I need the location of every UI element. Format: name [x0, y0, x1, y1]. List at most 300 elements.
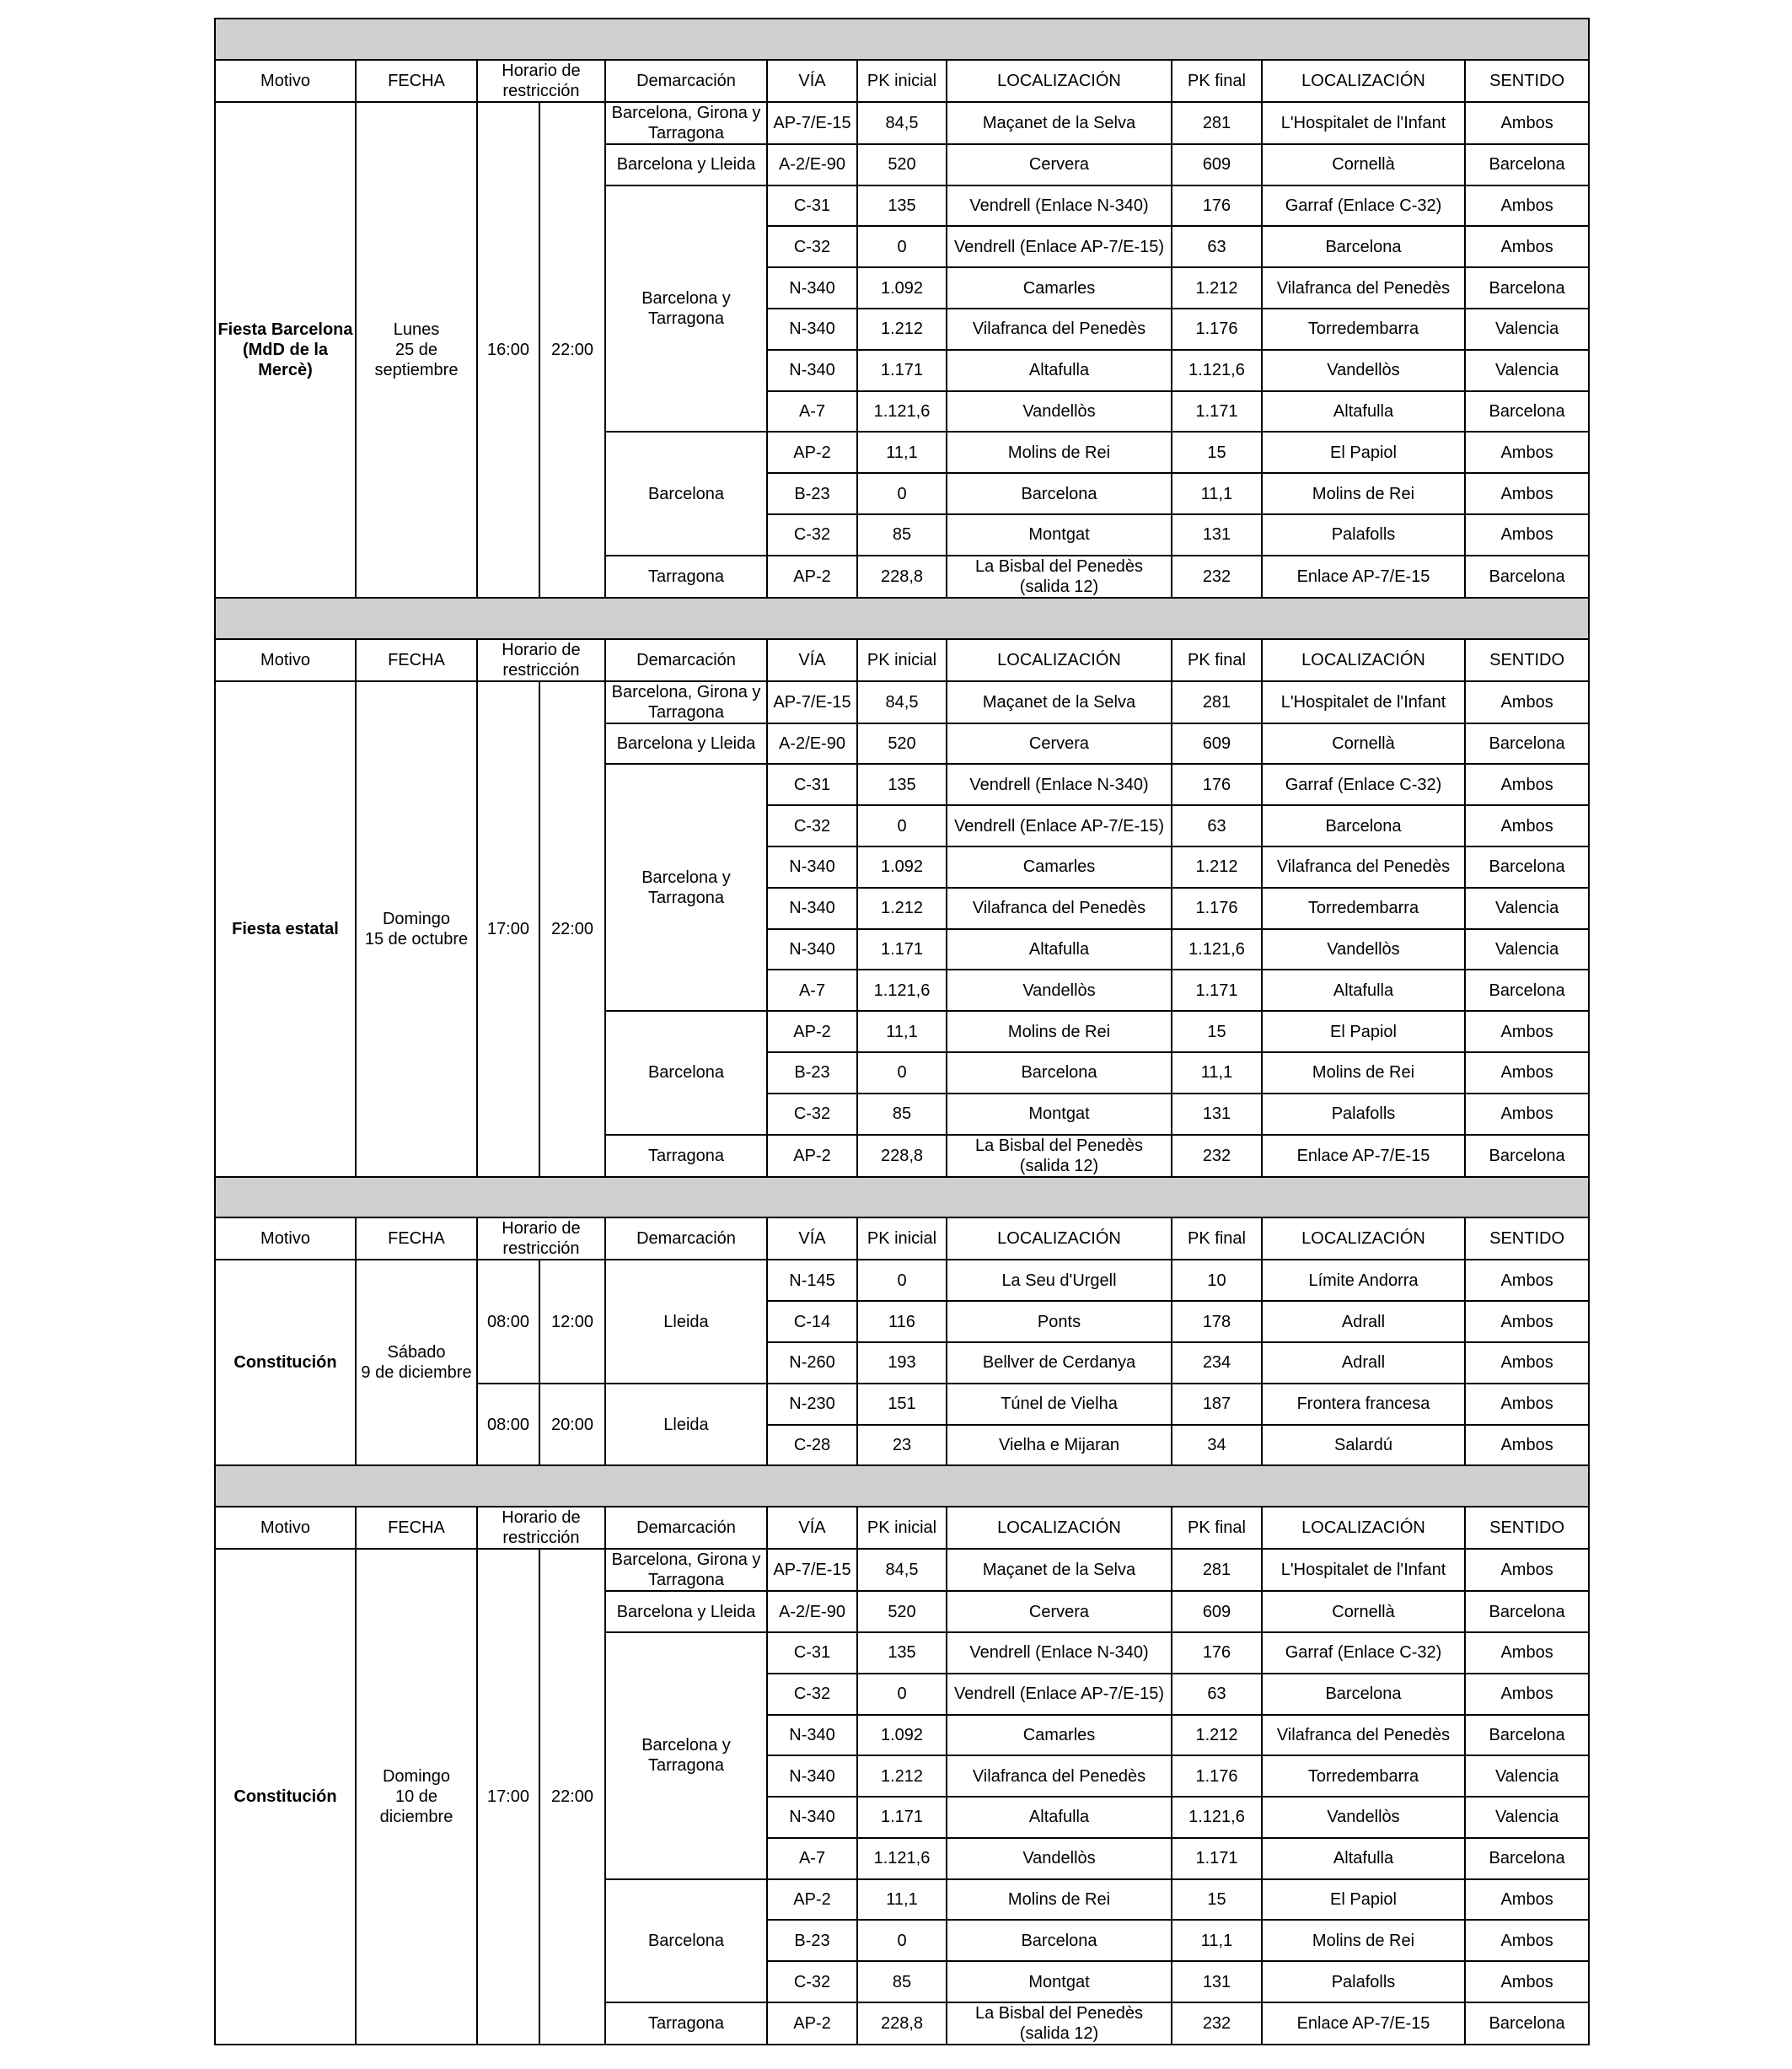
- via-cell: AP-7/E-15: [767, 102, 857, 144]
- localizacion-final-cell: Vandellòs: [1262, 929, 1465, 970]
- sentido-cell: Ambos: [1465, 1674, 1589, 1715]
- via-cell: C-31: [767, 764, 857, 805]
- via-cell: C-31: [767, 1632, 857, 1674]
- via-cell: C-32: [767, 514, 857, 556]
- pk-inicial-cell: 0: [857, 473, 947, 514]
- header-motivo: Motivo: [215, 60, 356, 102]
- via-cell: N-340: [767, 309, 857, 350]
- localizacion-final-cell: Palafolls: [1262, 1961, 1465, 2002]
- via-cell: A-2/E-90: [767, 723, 857, 765]
- pk-inicial-cell: 520: [857, 1591, 947, 1632]
- horario-hasta-cell: 22:00: [539, 681, 605, 1177]
- localizacion-final-cell: Adrall: [1262, 1301, 1465, 1342]
- pk-final-cell: 15: [1172, 1879, 1262, 1921]
- demarcacion-cell: Tarragona: [605, 556, 767, 598]
- localizacion-final-cell: Palafolls: [1262, 514, 1465, 556]
- via-cell: AP-2: [767, 1879, 857, 1921]
- section-separator: [215, 1465, 1589, 1507]
- header-row: [215, 60, 1589, 102]
- sentido-cell: Ambos: [1465, 1384, 1589, 1425]
- section-separator: [215, 1177, 1589, 1218]
- localizacion-final-cell: Garraf (Enlace C-32): [1262, 764, 1465, 805]
- sentido-cell: Barcelona: [1465, 144, 1589, 185]
- localizacion-inicial-cell: Maçanet de la Selva: [947, 1549, 1172, 1591]
- sentido-cell: Ambos: [1465, 185, 1589, 227]
- header-pk-final: PK final: [1172, 1217, 1262, 1260]
- localizacion-final-cell: Altafulla: [1262, 1838, 1465, 1879]
- localizacion-inicial-cell: La Bisbal del Penedès (salida 12): [947, 1135, 1172, 1177]
- pk-inicial-cell: 0: [857, 226, 947, 267]
- pk-inicial-cell: 0: [857, 1674, 947, 1715]
- pk-inicial-cell: 11,1: [857, 432, 947, 473]
- sentido-cell: Ambos: [1465, 1301, 1589, 1342]
- localizacion-inicial-cell: Altafulla: [947, 1797, 1172, 1838]
- sentido-cell: Ambos: [1465, 1342, 1589, 1384]
- header-horario: Horario de restricción: [477, 1507, 605, 1549]
- header-row: [215, 639, 1589, 681]
- pk-final-cell: 34: [1172, 1425, 1262, 1466]
- pk-final-cell: 1.212: [1172, 1715, 1262, 1756]
- pk-final-cell: 11,1: [1172, 1052, 1262, 1094]
- sentido-cell: Ambos: [1465, 1879, 1589, 1921]
- localizacion-inicial-cell: Altafulla: [947, 350, 1172, 391]
- restrictions-table: [214, 18, 1590, 2045]
- header-pk-inicial: PK inicial: [857, 1507, 947, 1549]
- sentido-cell: Ambos: [1465, 1632, 1589, 1674]
- via-cell: B-23: [767, 1920, 857, 1961]
- localizacion-final-cell: Vilafranca del Penedès: [1262, 1715, 1465, 1756]
- via-cell: A-7: [767, 970, 857, 1011]
- pk-inicial-cell: 1.092: [857, 846, 947, 888]
- via-cell: A-2/E-90: [767, 1591, 857, 1632]
- table-row: [215, 1260, 1589, 1301]
- demarcacion-cell: Barcelona, Girona y Tarragona: [605, 681, 767, 723]
- sentido-cell: Valencia: [1465, 929, 1589, 970]
- localizacion-inicial-cell: Maçanet de la Selva: [947, 102, 1172, 144]
- header-localizacion-inicial: LOCALIZACIÓN: [947, 639, 1172, 681]
- via-cell: N-260: [767, 1342, 857, 1384]
- pk-final-cell: 11,1: [1172, 473, 1262, 514]
- localizacion-inicial-cell: Vilafranca del Penedès: [947, 888, 1172, 929]
- sentido-cell: Ambos: [1465, 514, 1589, 556]
- header-via: VÍA: [767, 1217, 857, 1260]
- sentido-cell: Ambos: [1465, 805, 1589, 846]
- header-pk-inicial: PK inicial: [857, 60, 947, 102]
- sentido-cell: Barcelona: [1465, 1135, 1589, 1177]
- via-cell: A-7: [767, 1838, 857, 1879]
- demarcacion-cell: Barcelona, Girona y Tarragona: [605, 102, 767, 144]
- pk-final-cell: 63: [1172, 226, 1262, 267]
- pk-final-cell: 63: [1172, 1674, 1262, 1715]
- localizacion-inicial-cell: Cervera: [947, 144, 1172, 185]
- pk-inicial-cell: 11,1: [857, 1879, 947, 1921]
- via-cell: C-32: [767, 1094, 857, 1135]
- localizacion-inicial-cell: Camarles: [947, 267, 1172, 309]
- pk-inicial-cell: 1.212: [857, 1755, 947, 1797]
- demarcacion-cell: Barcelona y Lleida: [605, 144, 767, 185]
- via-cell: N-340: [767, 267, 857, 309]
- sentido-cell: Barcelona: [1465, 391, 1589, 433]
- section-separator-bar: [215, 1177, 1589, 1218]
- pk-inicial-cell: 0: [857, 1052, 947, 1094]
- via-cell: C-28: [767, 1425, 857, 1466]
- localizacion-final-cell: Vilafranca del Penedès: [1262, 846, 1465, 888]
- horario-desde-cell: 08:00: [477, 1384, 539, 1466]
- localizacion-final-cell: El Papiol: [1262, 432, 1465, 473]
- demarcacion-cell: Barcelona y Lleida: [605, 723, 767, 765]
- pk-inicial-cell: 0: [857, 1260, 947, 1301]
- pk-inicial-cell: 1.212: [857, 888, 947, 929]
- pk-inicial-cell: 520: [857, 723, 947, 765]
- horario-hasta-cell: 12:00: [539, 1260, 605, 1383]
- pk-inicial-cell: 116: [857, 1301, 947, 1342]
- header-fecha: FECHA: [356, 60, 477, 102]
- localizacion-inicial-cell: Vendrell (Enlace N-340): [947, 185, 1172, 227]
- localizacion-inicial-cell: Túnel de Vielha: [947, 1384, 1172, 1425]
- localizacion-final-cell: El Papiol: [1262, 1879, 1465, 1921]
- table-row: [215, 1549, 1589, 1591]
- sentido-cell: Valencia: [1465, 350, 1589, 391]
- localizacion-final-cell: Vilafranca del Penedès: [1262, 267, 1465, 309]
- localizacion-final-cell: Cornellà: [1262, 1591, 1465, 1632]
- header-pk-final: PK final: [1172, 1507, 1262, 1549]
- via-cell: AP-7/E-15: [767, 681, 857, 723]
- localizacion-final-cell: Cornellà: [1262, 144, 1465, 185]
- sentido-cell: Valencia: [1465, 888, 1589, 929]
- pk-inicial-cell: 84,5: [857, 1549, 947, 1591]
- pk-inicial-cell: 0: [857, 1920, 947, 1961]
- pk-inicial-cell: 1.121,6: [857, 970, 947, 1011]
- localizacion-inicial-cell: La Bisbal del Penedès (salida 12): [947, 2002, 1172, 2045]
- motivo-cell: Constitución: [215, 1549, 356, 2045]
- sentido-cell: Ambos: [1465, 1961, 1589, 2002]
- demarcacion-cell: Barcelona y Tarragona: [605, 185, 767, 433]
- table-row: [215, 102, 1589, 144]
- sentido-cell: Ambos: [1465, 681, 1589, 723]
- via-cell: A-7: [767, 391, 857, 433]
- header-pk-inicial: PK inicial: [857, 639, 947, 681]
- header-demarcacion: Demarcación: [605, 1217, 767, 1260]
- pk-inicial-cell: 1.212: [857, 309, 947, 350]
- via-cell: N-230: [767, 1384, 857, 1425]
- section-separator-bar: [215, 19, 1589, 60]
- demarcacion-cell: Tarragona: [605, 1135, 767, 1177]
- via-cell: AP-2: [767, 2002, 857, 2045]
- fecha-cell: Domingo 10 de diciembre: [356, 1549, 477, 2045]
- pk-inicial-cell: 135: [857, 764, 947, 805]
- header-pk-inicial: PK inicial: [857, 1217, 947, 1260]
- table-body: [215, 19, 1589, 2045]
- pk-final-cell: 131: [1172, 1961, 1262, 2002]
- localizacion-final-cell: Enlace AP-7/E-15: [1262, 1135, 1465, 1177]
- via-cell: N-340: [767, 1755, 857, 1797]
- via-cell: N-145: [767, 1260, 857, 1301]
- pk-inicial-cell: 135: [857, 185, 947, 227]
- sentido-cell: Barcelona: [1465, 1715, 1589, 1756]
- pk-final-cell: 11,1: [1172, 1920, 1262, 1961]
- header-via: VÍA: [767, 60, 857, 102]
- pk-final-cell: 1.121,6: [1172, 929, 1262, 970]
- header-localizacion-final: LOCALIZACIÓN: [1262, 1507, 1465, 1549]
- header-localizacion-inicial: LOCALIZACIÓN: [947, 60, 1172, 102]
- via-cell: N-340: [767, 350, 857, 391]
- via-cell: AP-2: [767, 432, 857, 473]
- pk-final-cell: 1.171: [1172, 970, 1262, 1011]
- header-localizacion-inicial: LOCALIZACIÓN: [947, 1507, 1172, 1549]
- localizacion-inicial-cell: Maçanet de la Selva: [947, 681, 1172, 723]
- sentido-cell: Barcelona: [1465, 2002, 1589, 2045]
- via-cell: C-32: [767, 226, 857, 267]
- localizacion-final-cell: Garraf (Enlace C-32): [1262, 185, 1465, 227]
- demarcacion-cell: Barcelona, Girona y Tarragona: [605, 1549, 767, 1591]
- localizacion-inicial-cell: Cervera: [947, 1591, 1172, 1632]
- sentido-cell: Valencia: [1465, 1797, 1589, 1838]
- horario-desde-cell: 16:00: [477, 102, 539, 598]
- sentido-cell: Ambos: [1465, 226, 1589, 267]
- localizacion-final-cell: Molins de Rei: [1262, 1052, 1465, 1094]
- via-cell: N-340: [767, 1715, 857, 1756]
- localizacion-final-cell: Adrall: [1262, 1342, 1465, 1384]
- pk-final-cell: 1.171: [1172, 1838, 1262, 1879]
- localizacion-final-cell: Torredembarra: [1262, 309, 1465, 350]
- fecha-cell: Sábado 9 de diciembre: [356, 1260, 477, 1465]
- sentido-cell: Ambos: [1465, 1549, 1589, 1591]
- demarcacion-cell: Barcelona y Tarragona: [605, 1632, 767, 1879]
- localizacion-inicial-cell: Molins de Rei: [947, 1879, 1172, 1921]
- pk-final-cell: 131: [1172, 514, 1262, 556]
- section-separator: [215, 598, 1589, 639]
- header-row: [215, 1217, 1589, 1260]
- header-horario: Horario de restricción: [477, 60, 605, 102]
- sentido-cell: Barcelona: [1465, 723, 1589, 765]
- via-cell: B-23: [767, 1052, 857, 1094]
- localizacion-final-cell: Molins de Rei: [1262, 1920, 1465, 1961]
- localizacion-inicial-cell: Vandellòs: [947, 1838, 1172, 1879]
- localizacion-final-cell: El Papiol: [1262, 1011, 1465, 1052]
- demarcacion-cell: Barcelona: [605, 432, 767, 555]
- pk-final-cell: 1.212: [1172, 267, 1262, 309]
- header-pk-final: PK final: [1172, 60, 1262, 102]
- header-motivo: Motivo: [215, 1507, 356, 1549]
- via-cell: C-31: [767, 185, 857, 227]
- localizacion-final-cell: Barcelona: [1262, 805, 1465, 846]
- via-cell: N-340: [767, 1797, 857, 1838]
- localizacion-inicial-cell: Vendrell (Enlace AP-7/E-15): [947, 1674, 1172, 1715]
- localizacion-inicial-cell: Altafulla: [947, 929, 1172, 970]
- horario-desde-cell: 08:00: [477, 1260, 539, 1383]
- localizacion-inicial-cell: Molins de Rei: [947, 432, 1172, 473]
- horario-desde-cell: 17:00: [477, 1549, 539, 2045]
- sentido-cell: Valencia: [1465, 309, 1589, 350]
- header-localizacion-final: LOCALIZACIÓN: [1262, 1217, 1465, 1260]
- header-motivo: Motivo: [215, 1217, 356, 1260]
- demarcacion-cell: Barcelona: [605, 1011, 767, 1134]
- localizacion-final-cell: Vandellòs: [1262, 350, 1465, 391]
- header-localizacion-inicial: LOCALIZACIÓN: [947, 1217, 1172, 1260]
- localizacion-final-cell: Salardú: [1262, 1425, 1465, 1466]
- header-horario: Horario de restricción: [477, 639, 605, 681]
- localizacion-inicial-cell: Barcelona: [947, 1920, 1172, 1961]
- sentido-cell: Barcelona: [1465, 846, 1589, 888]
- demarcacion-cell: Tarragona: [605, 2002, 767, 2045]
- pk-final-cell: 281: [1172, 1549, 1262, 1591]
- localizacion-inicial-cell: Barcelona: [947, 1052, 1172, 1094]
- pk-final-cell: 176: [1172, 1632, 1262, 1674]
- fecha-cell: Domingo 15 de octubre: [356, 681, 477, 1177]
- demarcacion-cell: Barcelona y Tarragona: [605, 764, 767, 1011]
- localizacion-final-cell: Vandellòs: [1262, 1797, 1465, 1838]
- pk-final-cell: 1.121,6: [1172, 1797, 1262, 1838]
- via-cell: C-32: [767, 1674, 857, 1715]
- pk-inicial-cell: 1.121,6: [857, 1838, 947, 1879]
- via-cell: AP-2: [767, 1135, 857, 1177]
- localizacion-inicial-cell: La Seu d'Urgell: [947, 1260, 1172, 1301]
- pk-final-cell: 281: [1172, 681, 1262, 723]
- pk-final-cell: 178: [1172, 1301, 1262, 1342]
- pk-final-cell: 15: [1172, 432, 1262, 473]
- sentido-cell: Valencia: [1465, 1755, 1589, 1797]
- pk-final-cell: 1.176: [1172, 309, 1262, 350]
- localizacion-final-cell: Garraf (Enlace C-32): [1262, 1632, 1465, 1674]
- pk-inicial-cell: 228,8: [857, 1135, 947, 1177]
- pk-inicial-cell: 1.092: [857, 1715, 947, 1756]
- sentido-cell: Barcelona: [1465, 1591, 1589, 1632]
- pk-final-cell: 609: [1172, 1591, 1262, 1632]
- header-fecha: FECHA: [356, 639, 477, 681]
- localizacion-inicial-cell: Vendrell (Enlace AP-7/E-15): [947, 226, 1172, 267]
- pk-inicial-cell: 84,5: [857, 102, 947, 144]
- pk-inicial-cell: 23: [857, 1425, 947, 1466]
- header-demarcacion: Demarcación: [605, 60, 767, 102]
- sentido-cell: Barcelona: [1465, 970, 1589, 1011]
- localizacion-inicial-cell: Vandellòs: [947, 391, 1172, 433]
- localizacion-inicial-cell: Camarles: [947, 1715, 1172, 1756]
- localizacion-inicial-cell: Bellver de Cerdanya: [947, 1342, 1172, 1384]
- sentido-cell: Ambos: [1465, 1920, 1589, 1961]
- pk-inicial-cell: 228,8: [857, 556, 947, 598]
- pk-inicial-cell: 228,8: [857, 2002, 947, 2045]
- sentido-cell: Ambos: [1465, 764, 1589, 805]
- pk-final-cell: 232: [1172, 556, 1262, 598]
- header-row: [215, 1507, 1589, 1549]
- localizacion-final-cell: Torredembarra: [1262, 1755, 1465, 1797]
- pk-final-cell: 1.176: [1172, 1755, 1262, 1797]
- localizacion-inicial-cell: Montgat: [947, 1961, 1172, 2002]
- pk-final-cell: 15: [1172, 1011, 1262, 1052]
- pk-final-cell: 1.121,6: [1172, 350, 1262, 391]
- via-cell: AP-7/E-15: [767, 1549, 857, 1591]
- pk-final-cell: 232: [1172, 2002, 1262, 2045]
- header-sentido: SENTIDO: [1465, 1217, 1589, 1260]
- header-motivo: Motivo: [215, 639, 356, 681]
- localizacion-final-cell: Frontera francesa: [1262, 1384, 1465, 1425]
- via-cell: C-32: [767, 1961, 857, 2002]
- via-cell: AP-2: [767, 556, 857, 598]
- pk-final-cell: 234: [1172, 1342, 1262, 1384]
- pk-inicial-cell: 85: [857, 1094, 947, 1135]
- via-cell: C-14: [767, 1301, 857, 1342]
- header-localizacion-final: LOCALIZACIÓN: [1262, 60, 1465, 102]
- pk-inicial-cell: 135: [857, 1632, 947, 1674]
- sentido-cell: Ambos: [1465, 1260, 1589, 1301]
- sentido-cell: Ambos: [1465, 1052, 1589, 1094]
- motivo-cell: Constitución: [215, 1260, 356, 1465]
- section-separator-bar: [215, 598, 1589, 639]
- section-separator: [215, 19, 1589, 60]
- localizacion-final-cell: Molins de Rei: [1262, 473, 1465, 514]
- header-sentido: SENTIDO: [1465, 1507, 1589, 1549]
- localizacion-final-cell: Enlace AP-7/E-15: [1262, 2002, 1465, 2045]
- via-cell: N-340: [767, 846, 857, 888]
- localizacion-final-cell: Altafulla: [1262, 391, 1465, 433]
- header-demarcacion: Demarcación: [605, 639, 767, 681]
- localizacion-inicial-cell: Vilafranca del Penedès: [947, 1755, 1172, 1797]
- horario-desde-cell: 17:00: [477, 681, 539, 1177]
- sentido-cell: Ambos: [1465, 473, 1589, 514]
- pk-inicial-cell: 85: [857, 514, 947, 556]
- pk-final-cell: 1.176: [1172, 888, 1262, 929]
- localizacion-inicial-cell: Vandellòs: [947, 970, 1172, 1011]
- pk-final-cell: 1.212: [1172, 846, 1262, 888]
- pk-inicial-cell: 1.171: [857, 350, 947, 391]
- pk-final-cell: 176: [1172, 764, 1262, 805]
- localizacion-inicial-cell: Vendrell (Enlace AP-7/E-15): [947, 805, 1172, 846]
- header-sentido: SENTIDO: [1465, 639, 1589, 681]
- horario-hasta-cell: 20:00: [539, 1384, 605, 1466]
- header-fecha: FECHA: [356, 1217, 477, 1260]
- pk-final-cell: 609: [1172, 723, 1262, 765]
- sentido-cell: Ambos: [1465, 1094, 1589, 1135]
- pk-inicial-cell: 1.092: [857, 267, 947, 309]
- pk-final-cell: 187: [1172, 1384, 1262, 1425]
- pk-final-cell: 1.171: [1172, 391, 1262, 433]
- pk-final-cell: 63: [1172, 805, 1262, 846]
- pk-inicial-cell: 1.171: [857, 1797, 947, 1838]
- localizacion-final-cell: Límite Andorra: [1262, 1260, 1465, 1301]
- pk-final-cell: 281: [1172, 102, 1262, 144]
- localizacion-inicial-cell: La Bisbal del Penedès (salida 12): [947, 556, 1172, 598]
- localizacion-final-cell: Palafolls: [1262, 1094, 1465, 1135]
- demarcacion-cell: Lleida: [605, 1260, 767, 1383]
- localizacion-inicial-cell: Vielha e Mijaran: [947, 1425, 1172, 1466]
- pk-inicial-cell: 1.171: [857, 929, 947, 970]
- header-fecha: FECHA: [356, 1507, 477, 1549]
- pk-final-cell: 10: [1172, 1260, 1262, 1301]
- sentido-cell: Ambos: [1465, 1011, 1589, 1052]
- localizacion-inicial-cell: Montgat: [947, 1094, 1172, 1135]
- localizacion-inicial-cell: Montgat: [947, 514, 1172, 556]
- localizacion-inicial-cell: Barcelona: [947, 473, 1172, 514]
- demarcacion-cell: Lleida: [605, 1384, 767, 1466]
- motivo-cell: Fiesta estatal: [215, 681, 356, 1177]
- via-cell: C-32: [767, 805, 857, 846]
- localizacion-final-cell: L'Hospitalet de l'Infant: [1262, 102, 1465, 144]
- localizacion-inicial-cell: Vilafranca del Penedès: [947, 309, 1172, 350]
- header-via: VÍA: [767, 639, 857, 681]
- header-sentido: SENTIDO: [1465, 60, 1589, 102]
- pk-inicial-cell: 0: [857, 805, 947, 846]
- fecha-cell: Lunes 25 de septiembre: [356, 102, 477, 598]
- localizacion-inicial-cell: Vendrell (Enlace N-340): [947, 764, 1172, 805]
- pk-inicial-cell: 1.121,6: [857, 391, 947, 433]
- localizacion-final-cell: Torredembarra: [1262, 888, 1465, 929]
- header-localizacion-final: LOCALIZACIÓN: [1262, 639, 1465, 681]
- pk-inicial-cell: 193: [857, 1342, 947, 1384]
- section-separator-bar: [215, 1465, 1589, 1507]
- header-via: VÍA: [767, 1507, 857, 1549]
- localizacion-final-cell: Enlace AP-7/E-15: [1262, 556, 1465, 598]
- localizacion-final-cell: Cornellà: [1262, 723, 1465, 765]
